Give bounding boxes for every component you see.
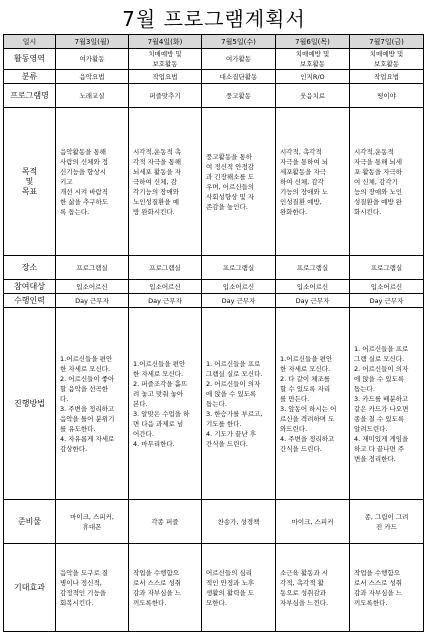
cell-place-2: 프로그램실 [129, 256, 202, 280]
cell-category-1: 음악요법 [56, 70, 129, 84]
cell-goal-5: 시각적,운동적 자극을 통해 뇌세 포 활동을 자극하 여 신체, 감각기 능의 장애와 노인 성질환을 예방 완 화시킨다. [350, 108, 424, 256]
cell-effect-3: 어르신들의 심리 적인 안정과 노후 생활의 활력을 도 모한다. [202, 544, 276, 632]
row-staff [4, 294, 424, 308]
cell-method-4: 1.어르신들을 편안 한 자세로 모신다. 2. 다 같이 체조를 할 수 있도록 자리 를 만든다. 3. 앞동어 하시는 어 르신을 격려하며 도 와드린다. 4. 주변을 정리하고 간식을 드린다. [276, 308, 350, 500]
cell-category-3: 대소집단활동 [202, 70, 276, 84]
row-materials [4, 500, 424, 544]
cell-program-1: 노래교실 [56, 84, 129, 108]
cell-staff-2: Day 근무자 [129, 294, 202, 308]
cell-place-3: 프로그램실 [202, 256, 276, 280]
program-plan-table [3, 34, 424, 632]
cell-target-4: 입소어르신 [276, 280, 350, 294]
row-label-date: 일시 [4, 35, 56, 49]
row-target [4, 280, 424, 294]
row-label-staff: 수행인력 [4, 294, 56, 308]
row-label-goal: 목적 및 목표 [4, 108, 56, 256]
cell-target-3: 입소어르신 [202, 280, 276, 294]
cell-materials-5: 종, 그림이 그려 진 카드 [350, 500, 424, 544]
cell-date-5: 7월7일(금) [350, 35, 424, 49]
cell-staff-4: Day 근무자 [276, 294, 350, 308]
cell-category-4: 인지R/O [276, 70, 350, 84]
row-label-effect: 기대효과 [4, 544, 56, 632]
cell-date-3: 7월5일(수) [202, 35, 276, 49]
cell-method-5: 1. 어르신들을 프로 그램 실로 모신다. 2. 어르신들이 의자 에 앉을 수 있도록 돕는다. 3. 카드를 배분하고 같은 카드가 나오면 종을 칠 수 있도록 알려드린다. 4. 재미있게 게임을 하고 다 끝나면 주 변을 정리한다. [350, 308, 424, 500]
cell-staff-5: Day 근무자 [350, 294, 424, 308]
cell-method-2: 1.어르신들을 편안 한 자세로 모신다. 2. 퍼즐조각을 흩뜨 려 놓고 맞춰 놓아 본다. 3. 알맞은 수업을 하 면 다음 과제로 넘 어간다. 4. 마무리한다. [129, 308, 202, 500]
cell-goal-2: 시각적,운동적 촉 각적 자극을 통해 뇌세포 활동을 자 극하여 신체, 감 각기능의 장애와 노인성질환을 예 방 완화시킨다. [129, 108, 202, 256]
row-label-materials: 준비물 [4, 500, 56, 544]
cell-place-1: 프로그램실 [56, 256, 129, 280]
cell-category-2: 작업요법 [129, 70, 202, 84]
cell-effect-2: 작업을 수행함으 로서 스스로 성취 감과 자부심을 느 끼도록한다. [129, 544, 202, 632]
cell-place-4: 프로그램실 [276, 256, 350, 280]
row-place [4, 256, 424, 280]
page-title: 7월 프로그램계획서 [122, 7, 306, 31]
cell-area-1: 여가활동 [56, 49, 129, 70]
row-label-place: 장소 [4, 256, 56, 280]
row-method [4, 308, 424, 500]
cell-materials-3: 찬송가, 성경책 [202, 500, 276, 544]
cell-target-1: 입소어르신 [56, 280, 129, 294]
cell-materials-4: 마이크, 스피커 [276, 500, 350, 544]
row-label-category: 분류 [4, 70, 56, 84]
cell-place-5: 프로그램실 [350, 256, 424, 280]
cell-effect-4: 소근육 활동과 시 각적, 촉각적 활 동으로 성취감과 자부심을 느낀다. [276, 544, 350, 632]
cell-materials-1: 마이크, 스피커, 휴대폰 [56, 500, 129, 544]
cell-goal-3: 풍고활동을 통하 여 정신적 안정감 과 긴장해소를 도 우며, 어르신들의 사회성향상 및 자 존감을 높인다. [202, 108, 276, 256]
cell-program-2: 퍼즐맞추기 [129, 84, 202, 108]
cell-staff-3: Day 근무자 [202, 294, 276, 308]
cell-date-1: 7월3일(월) [56, 35, 129, 49]
cell-area-4: 치매예방 및 보호활동 [276, 49, 350, 70]
row-category [4, 70, 424, 84]
cell-category-5: 작업요법 [350, 70, 424, 84]
row-label-target: 참여대상 [4, 280, 56, 294]
cell-goal-4: 시각적, 촉각적 자극을 통하여 뇌 세포활동을 자극 하여 신체, 감각 기능의 장애와 노 인성질환 예방, 완화한다. [276, 108, 350, 256]
cell-area-2: 치매예방 및 보호활동 [129, 49, 202, 70]
cell-effect-1: 음악을 도구로 질 병이나 정신적, 감정적인 기능을 회복시킨다. [56, 544, 129, 632]
row-area [4, 49, 424, 70]
row-goal [4, 108, 424, 256]
cell-target-5: 입소어르신 [350, 280, 424, 294]
cell-goal-1: 음악활동을 통해 사람의 신체와 정 신기능을 향상시 키고 개선 시켜 바람직 한 삶을 추구하도 록 돕는다. [56, 108, 129, 256]
row-effect [4, 544, 424, 632]
cell-program-5: 떵이야 [350, 84, 424, 108]
cell-area-5: 치매예방 및 보호활동 [350, 49, 424, 70]
cell-area-3: 여가활동 [202, 49, 276, 70]
cell-effect-5: 작업을 수행함으 로서 스스로 성취 감과 자부심을 느 끼도록한다. [350, 544, 424, 632]
row-label-area: 활동영역 [4, 49, 56, 70]
row-label-method: 진행방법 [4, 308, 56, 500]
cell-method-3: 1. 어르신들을 프로 그램실 실로 모신다. 2. 어르신들이 의자 에 앉을 수 있도록 돕는다. 3. 한승가를 부르고, 기도를 한다. 4. 기도가 끝난 후 간식을 드린다. [202, 308, 276, 500]
row-label-program: 프로그램명 [4, 84, 56, 108]
cell-target-2: 입소어르신 [129, 280, 202, 294]
cell-program-3: 풍고활동 [202, 84, 276, 108]
cell-date-4: 7월6일(목) [276, 35, 350, 49]
cell-materials-2: 각종 퍼즐 [129, 500, 202, 544]
cell-program-4: 웃음치료 [276, 84, 350, 108]
cell-date-2: 7월4일(화) [129, 35, 202, 49]
cell-method-1: 1.어르신들을 편안 한 자세로 모신다. 2. 어르신들이 좋아 할 음악을 선곡한 다. 3. 주변을 정리하고 음악을 틀어 분위기 를 유도한다. 4. 자유롭게 자세로 감상한다. [56, 308, 129, 500]
cell-staff-1: Day 근무자 [56, 294, 129, 308]
row-program [4, 84, 424, 108]
row-date [4, 35, 424, 49]
